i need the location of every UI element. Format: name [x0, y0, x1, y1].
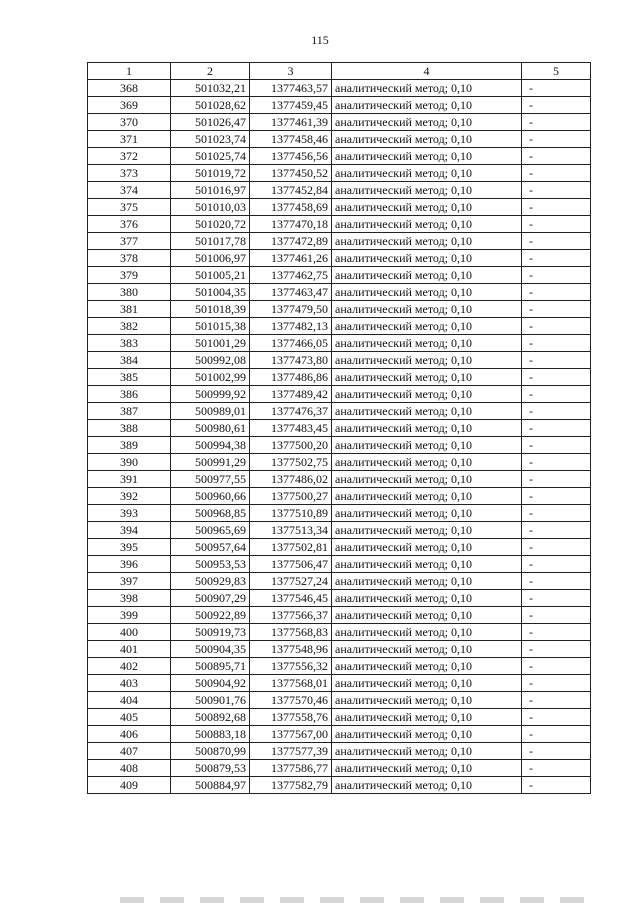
table-row: [88, 556, 591, 573]
table-row: [88, 709, 591, 726]
method-accuracy-cell: аналитический метод; 0,10: [332, 454, 522, 471]
point-number-cell: 386: [88, 386, 171, 403]
footer-scan-marks: [120, 897, 590, 903]
point-number-cell: 409: [88, 777, 171, 794]
y-coordinate-cell: 1377527,24: [250, 573, 332, 590]
method-accuracy-cell: аналитический метод; 0,10: [332, 556, 522, 573]
note-cell: -: [522, 352, 591, 369]
table-row: [88, 97, 591, 114]
point-number-cell: 381: [88, 301, 171, 318]
note-cell: -: [522, 148, 591, 165]
y-coordinate-cell: 1377456,56: [250, 148, 332, 165]
method-accuracy-cell: аналитический метод; 0,10: [332, 777, 522, 794]
method-accuracy-cell: аналитический метод; 0,10: [332, 216, 522, 233]
note-cell: -: [522, 335, 591, 352]
note-cell: -: [522, 743, 591, 760]
x-coordinate-cell: 500904,92: [171, 675, 250, 692]
x-coordinate-cell: 500953,53: [171, 556, 250, 573]
x-coordinate-cell: 500907,29: [171, 590, 250, 607]
y-coordinate-cell: 1377546,45: [250, 590, 332, 607]
note-cell: -: [522, 97, 591, 114]
page-number: 115: [311, 33, 329, 47]
note-cell: -: [522, 250, 591, 267]
header-cell-2: 2: [171, 63, 250, 80]
table-row: [88, 692, 591, 709]
table-header-row: [88, 63, 591, 80]
x-coordinate-cell: 500991,29: [171, 454, 250, 471]
table-row: [88, 488, 591, 505]
method-accuracy-cell: аналитический метод; 0,10: [332, 726, 522, 743]
table-body: [88, 80, 591, 794]
note-cell: -: [522, 760, 591, 777]
method-accuracy-cell: аналитический метод; 0,10: [332, 267, 522, 284]
method-accuracy-cell: аналитический метод; 0,10: [332, 182, 522, 199]
point-number-cell: 392: [88, 488, 171, 505]
table-row: [88, 726, 591, 743]
point-number-cell: 402: [88, 658, 171, 675]
x-coordinate-cell: 500994,38: [171, 437, 250, 454]
point-number-cell: 373: [88, 165, 171, 182]
y-coordinate-cell: 1377556,32: [250, 658, 332, 675]
point-number-cell: 400: [88, 624, 171, 641]
method-accuracy-cell: аналитический метод; 0,10: [332, 522, 522, 539]
table-row: [88, 403, 591, 420]
x-coordinate-cell: 501028,62: [171, 97, 250, 114]
x-coordinate-cell: 501001,29: [171, 335, 250, 352]
method-accuracy-cell: аналитический метод; 0,10: [332, 233, 522, 250]
method-accuracy-cell: аналитический метод; 0,10: [332, 284, 522, 301]
point-number-cell: 406: [88, 726, 171, 743]
y-coordinate-cell: 1377502,75: [250, 454, 332, 471]
table-row: [88, 675, 591, 692]
y-coordinate-cell: 1377568,01: [250, 675, 332, 692]
y-coordinate-cell: 1377486,02: [250, 471, 332, 488]
y-coordinate-cell: 1377586,77: [250, 760, 332, 777]
method-accuracy-cell: аналитический метод; 0,10: [332, 437, 522, 454]
method-accuracy-cell: аналитический метод; 0,10: [332, 301, 522, 318]
y-coordinate-cell: 1377458,46: [250, 131, 332, 148]
method-accuracy-cell: аналитический метод; 0,10: [332, 97, 522, 114]
note-cell: -: [522, 488, 591, 505]
x-coordinate-cell: 500883,18: [171, 726, 250, 743]
method-accuracy-cell: аналитический метод; 0,10: [332, 403, 522, 420]
x-coordinate-cell: 500999,92: [171, 386, 250, 403]
method-accuracy-cell: аналитический метод; 0,10: [332, 607, 522, 624]
table-row: [88, 386, 591, 403]
x-coordinate-cell: 501019,72: [171, 165, 250, 182]
x-coordinate-cell: 500989,01: [171, 403, 250, 420]
note-cell: -: [522, 692, 591, 709]
y-coordinate-cell: 1377463,57: [250, 80, 332, 97]
method-accuracy-cell: аналитический метод; 0,10: [332, 131, 522, 148]
method-accuracy-cell: аналитический метод; 0,10: [332, 539, 522, 556]
note-cell: -: [522, 437, 591, 454]
x-coordinate-cell: 500901,76: [171, 692, 250, 709]
note-cell: -: [522, 505, 591, 522]
note-cell: -: [522, 539, 591, 556]
note-cell: -: [522, 607, 591, 624]
point-number-cell: 405: [88, 709, 171, 726]
method-accuracy-cell: аналитический метод; 0,10: [332, 743, 522, 760]
x-coordinate-cell: 501006,97: [171, 250, 250, 267]
y-coordinate-cell: 1377452,84: [250, 182, 332, 199]
header-cell-3: 3: [250, 63, 332, 80]
method-accuracy-cell: аналитический метод; 0,10: [332, 573, 522, 590]
y-coordinate-cell: 1377473,80: [250, 352, 332, 369]
note-cell: -: [522, 318, 591, 335]
point-number-cell: 394: [88, 522, 171, 539]
point-number-cell: 389: [88, 437, 171, 454]
y-coordinate-cell: 1377566,37: [250, 607, 332, 624]
x-coordinate-cell: 500922,89: [171, 607, 250, 624]
table-row: [88, 267, 591, 284]
point-number-cell: 393: [88, 505, 171, 522]
table-row: [88, 284, 591, 301]
method-accuracy-cell: аналитический метод; 0,10: [332, 471, 522, 488]
method-accuracy-cell: аналитический метод; 0,10: [332, 199, 522, 216]
table-row: [88, 114, 591, 131]
point-number-cell: 391: [88, 471, 171, 488]
point-number-cell: 403: [88, 675, 171, 692]
y-coordinate-cell: 1377470,18: [250, 216, 332, 233]
x-coordinate-cell: 501016,97: [171, 182, 250, 199]
x-coordinate-cell: 501010,03: [171, 199, 250, 216]
table-row: [88, 658, 591, 675]
note-cell: -: [522, 131, 591, 148]
x-coordinate-cell: 501025,74: [171, 148, 250, 165]
note-cell: -: [522, 522, 591, 539]
x-coordinate-cell: 500960,66: [171, 488, 250, 505]
point-number-cell: 387: [88, 403, 171, 420]
x-coordinate-cell: 500895,71: [171, 658, 250, 675]
x-coordinate-cell: 501017,78: [171, 233, 250, 250]
method-accuracy-cell: аналитический метод; 0,10: [332, 352, 522, 369]
note-cell: -: [522, 777, 591, 794]
table-row: [88, 182, 591, 199]
y-coordinate-cell: 1377461,39: [250, 114, 332, 131]
x-coordinate-cell: 500929,83: [171, 573, 250, 590]
method-accuracy-cell: аналитический метод; 0,10: [332, 318, 522, 335]
note-cell: -: [522, 454, 591, 471]
point-number-cell: 383: [88, 335, 171, 352]
y-coordinate-cell: 1377482,13: [250, 318, 332, 335]
table-row: [88, 352, 591, 369]
note-cell: -: [522, 199, 591, 216]
x-coordinate-cell: 501002,99: [171, 369, 250, 386]
note-cell: -: [522, 471, 591, 488]
x-coordinate-cell: 500870,99: [171, 743, 250, 760]
y-coordinate-cell: 1377510,89: [250, 505, 332, 522]
y-coordinate-cell: 1377500,27: [250, 488, 332, 505]
table-row: [88, 335, 591, 352]
y-coordinate-cell: 1377486,86: [250, 369, 332, 386]
y-coordinate-cell: 1377500,20: [250, 437, 332, 454]
y-coordinate-cell: 1377489,42: [250, 386, 332, 403]
x-coordinate-cell: 501015,38: [171, 318, 250, 335]
x-coordinate-cell: 501005,21: [171, 267, 250, 284]
x-coordinate-cell: 501020,72: [171, 216, 250, 233]
table-row: [88, 148, 591, 165]
note-cell: -: [522, 284, 591, 301]
note-cell: -: [522, 641, 591, 658]
x-coordinate-cell: 500957,64: [171, 539, 250, 556]
y-coordinate-cell: 1377558,76: [250, 709, 332, 726]
y-coordinate-cell: 1377461,26: [250, 250, 332, 267]
point-number-cell: 396: [88, 556, 171, 573]
note-cell: -: [522, 165, 591, 182]
point-number-cell: 379: [88, 267, 171, 284]
point-number-cell: 376: [88, 216, 171, 233]
method-accuracy-cell: аналитический метод; 0,10: [332, 165, 522, 182]
point-number-cell: 372: [88, 148, 171, 165]
point-number-cell: 377: [88, 233, 171, 250]
table-row: [88, 233, 591, 250]
table-row: [88, 471, 591, 488]
y-coordinate-cell: 1377472,89: [250, 233, 332, 250]
y-coordinate-cell: 1377582,79: [250, 777, 332, 794]
x-coordinate-cell: 500992,08: [171, 352, 250, 369]
point-number-cell: 384: [88, 352, 171, 369]
table-row: [88, 522, 591, 539]
point-number-cell: 398: [88, 590, 171, 607]
point-number-cell: 374: [88, 182, 171, 199]
point-number-cell: 399: [88, 607, 171, 624]
x-coordinate-cell: 500968,85: [171, 505, 250, 522]
y-coordinate-cell: 1377548,96: [250, 641, 332, 658]
x-coordinate-cell: 500980,61: [171, 420, 250, 437]
table-row: [88, 573, 591, 590]
table-row: [88, 250, 591, 267]
table-row: [88, 437, 591, 454]
note-cell: -: [522, 182, 591, 199]
point-number-cell: 378: [88, 250, 171, 267]
note-cell: -: [522, 216, 591, 233]
x-coordinate-cell: 501023,74: [171, 131, 250, 148]
y-coordinate-cell: 1377568,83: [250, 624, 332, 641]
header-cell-4: 4: [332, 63, 522, 80]
method-accuracy-cell: аналитический метод; 0,10: [332, 641, 522, 658]
x-coordinate-cell: 500904,35: [171, 641, 250, 658]
y-coordinate-cell: 1377502,81: [250, 539, 332, 556]
note-cell: -: [522, 114, 591, 131]
point-number-cell: 380: [88, 284, 171, 301]
note-cell: -: [522, 624, 591, 641]
x-coordinate-cell: 501032,21: [171, 80, 250, 97]
table-row: [88, 199, 591, 216]
x-coordinate-cell: 501018,39: [171, 301, 250, 318]
table-row: [88, 743, 591, 760]
point-number-cell: 375: [88, 199, 171, 216]
method-accuracy-cell: аналитический метод; 0,10: [332, 590, 522, 607]
point-number-cell: 388: [88, 420, 171, 437]
table-row: [88, 624, 591, 641]
method-accuracy-cell: аналитический метод; 0,10: [332, 114, 522, 131]
note-cell: -: [522, 369, 591, 386]
note-cell: -: [522, 267, 591, 284]
y-coordinate-cell: 1377506,47: [250, 556, 332, 573]
x-coordinate-cell: 500965,69: [171, 522, 250, 539]
table-row: [88, 80, 591, 97]
table-row: [88, 760, 591, 777]
note-cell: -: [522, 301, 591, 318]
y-coordinate-cell: 1377577,39: [250, 743, 332, 760]
method-accuracy-cell: аналитический метод; 0,10: [332, 488, 522, 505]
table-row: [88, 216, 591, 233]
method-accuracy-cell: аналитический метод; 0,10: [332, 335, 522, 352]
note-cell: -: [522, 590, 591, 607]
point-number-cell: 390: [88, 454, 171, 471]
point-number-cell: 401: [88, 641, 171, 658]
method-accuracy-cell: аналитический метод; 0,10: [332, 420, 522, 437]
point-number-cell: 395: [88, 539, 171, 556]
y-coordinate-cell: 1377567,00: [250, 726, 332, 743]
y-coordinate-cell: 1377513,34: [250, 522, 332, 539]
y-coordinate-cell: 1377483,45: [250, 420, 332, 437]
table-row: [88, 505, 591, 522]
y-coordinate-cell: 1377463,47: [250, 284, 332, 301]
note-cell: -: [522, 386, 591, 403]
point-number-cell: 371: [88, 131, 171, 148]
note-cell: -: [522, 658, 591, 675]
method-accuracy-cell: аналитический метод; 0,10: [332, 692, 522, 709]
note-cell: -: [522, 573, 591, 590]
y-coordinate-cell: 1377466,05: [250, 335, 332, 352]
note-cell: -: [522, 556, 591, 573]
point-number-cell: 407: [88, 743, 171, 760]
y-coordinate-cell: 1377476,37: [250, 403, 332, 420]
method-accuracy-cell: аналитический метод; 0,10: [332, 505, 522, 522]
table-row: [88, 590, 591, 607]
point-number-cell: 397: [88, 573, 171, 590]
method-accuracy-cell: аналитический метод; 0,10: [332, 709, 522, 726]
note-cell: -: [522, 726, 591, 743]
method-accuracy-cell: аналитический метод; 0,10: [332, 80, 522, 97]
y-coordinate-cell: 1377450,52: [250, 165, 332, 182]
point-number-cell: 368: [88, 80, 171, 97]
table-row: [88, 369, 591, 386]
table-row: [88, 777, 591, 794]
table-row: [88, 301, 591, 318]
point-number-cell: 369: [88, 97, 171, 114]
method-accuracy-cell: аналитический метод; 0,10: [332, 386, 522, 403]
y-coordinate-cell: 1377479,50: [250, 301, 332, 318]
table-row: [88, 131, 591, 148]
x-coordinate-cell: 500879,53: [171, 760, 250, 777]
y-coordinate-cell: 1377459,45: [250, 97, 332, 114]
y-coordinate-cell: 1377462,75: [250, 267, 332, 284]
table-row: [88, 607, 591, 624]
table-row: [88, 165, 591, 182]
table-row: [88, 318, 591, 335]
method-accuracy-cell: аналитический метод; 0,10: [332, 760, 522, 777]
point-number-cell: 408: [88, 760, 171, 777]
point-number-cell: 370: [88, 114, 171, 131]
header-cell-1: 1: [88, 63, 171, 80]
table-row: [88, 539, 591, 556]
point-number-cell: 404: [88, 692, 171, 709]
point-number-cell: 382: [88, 318, 171, 335]
x-coordinate-cell: 500977,55: [171, 471, 250, 488]
note-cell: -: [522, 233, 591, 250]
y-coordinate-cell: 1377458,69: [250, 199, 332, 216]
x-coordinate-cell: 501026,47: [171, 114, 250, 131]
x-coordinate-cell: 501004,35: [171, 284, 250, 301]
y-coordinate-cell: 1377570,46: [250, 692, 332, 709]
point-number-cell: 385: [88, 369, 171, 386]
header-cell-5: 5: [522, 63, 591, 80]
x-coordinate-cell: 500919,73: [171, 624, 250, 641]
table-row: [88, 641, 591, 658]
note-cell: -: [522, 80, 591, 97]
method-accuracy-cell: аналитический метод; 0,10: [332, 369, 522, 386]
x-coordinate-cell: 500892,68: [171, 709, 250, 726]
method-accuracy-cell: аналитический метод; 0,10: [332, 658, 522, 675]
table-row: [88, 420, 591, 437]
note-cell: -: [522, 420, 591, 437]
note-cell: -: [522, 675, 591, 692]
x-coordinate-cell: 500884,97: [171, 777, 250, 794]
note-cell: -: [522, 403, 591, 420]
method-accuracy-cell: аналитический метод; 0,10: [332, 250, 522, 267]
method-accuracy-cell: аналитический метод; 0,10: [332, 675, 522, 692]
note-cell: -: [522, 709, 591, 726]
method-accuracy-cell: аналитический метод; 0,10: [332, 624, 522, 641]
table-row: [88, 454, 591, 471]
coordinates-table: [87, 62, 591, 794]
method-accuracy-cell: аналитический метод; 0,10: [332, 148, 522, 165]
